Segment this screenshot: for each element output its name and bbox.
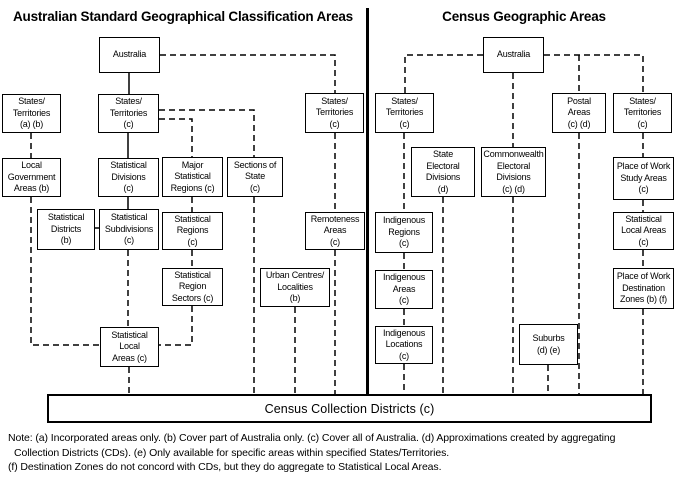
- node-suburbs: Suburbs (d) (e): [519, 324, 578, 365]
- node-state-electoral-divisions: State Electoral Divisions (d): [411, 147, 475, 197]
- node-local-government-areas: Local Government Areas (b): [2, 158, 61, 197]
- node-place-of-work-study-areas: Place of Work Study Areas (c): [613, 157, 674, 200]
- node-major-statistical-regions: Major Statistical Regions (c): [162, 157, 223, 197]
- node-indigenous-regions: Indigenous Regions (c): [375, 212, 433, 253]
- asgc-section-title: Australian Standard Geographical Classification Areas: [12, 9, 353, 24]
- node-postal-areas: Postal Areas (c) (d): [552, 93, 606, 133]
- node-commonwealth-electoral-divisions: Commonwealth Electoral Divisions (c) (d): [481, 147, 546, 197]
- node-statistical-districts: Statistical Districts (b): [37, 209, 95, 250]
- node-statistical-subdivisions: Statistical Subdivisions (c): [99, 209, 159, 250]
- node-statistical-regions: Statistical Regions (c): [162, 212, 223, 250]
- node-asgc-australia: Australia: [99, 37, 160, 73]
- node-statistical-local-areas-census: Statistical Local Areas (c): [613, 212, 674, 250]
- node-place-of-work-destination-zones: Place of Work Destination Zones (b) (f): [613, 268, 674, 309]
- node-statistical-local-areas-asgc: Statistical Local Areas (c): [100, 327, 159, 367]
- footnotes: [8, 431, 674, 475]
- node-asgc-states-territories-c-right: States/ Territories (c): [305, 93, 364, 133]
- node-census-states-territories-left: States/ Territories (c): [375, 93, 434, 133]
- footnote-line-1: Note: (a) Incorporated areas only. (b) Cover part of Australia only. (c) Cover all of Australia. (d) Approximations created by aggregating: [8, 432, 616, 444]
- node-sections-of-state: Sections of State (c): [227, 157, 283, 197]
- node-indigenous-locations: Indigenous Locations (c): [375, 326, 433, 364]
- node-census-states-territories-right: States/ Territories (c): [613, 93, 672, 133]
- census-section-title: Census Geographic Areas: [442, 9, 606, 24]
- node-statistical-region-sectors: Statistical Region Sectors (c): [162, 268, 223, 306]
- node-asgc-states-territories-ab: States/ Territories (a) (b): [2, 94, 61, 133]
- node-statistical-divisions: Statistical Divisions (c): [98, 158, 159, 197]
- footnote-line-2: Collection Districts (CDs). (e) Only available for specific areas within specified States/Territories.: [14, 446, 450, 459]
- node-remoteness-areas: Remoteness Areas (c): [305, 212, 365, 250]
- node-census-australia: Australia: [483, 37, 544, 73]
- node-indigenous-areas: Indigenous Areas (c): [375, 270, 433, 309]
- footnote-line-3: (f) Destination Zones do not concord with CDs, but they do aggregate to Statistical Local Areas.: [8, 461, 442, 473]
- node-urban-centres-localities: Urban Centres/ Localities (b): [260, 268, 330, 307]
- node-asgc-states-territories-c-main: States/ Territories (c): [98, 94, 159, 133]
- census-collection-districts-bar: Census Collection Districts (c): [47, 394, 652, 423]
